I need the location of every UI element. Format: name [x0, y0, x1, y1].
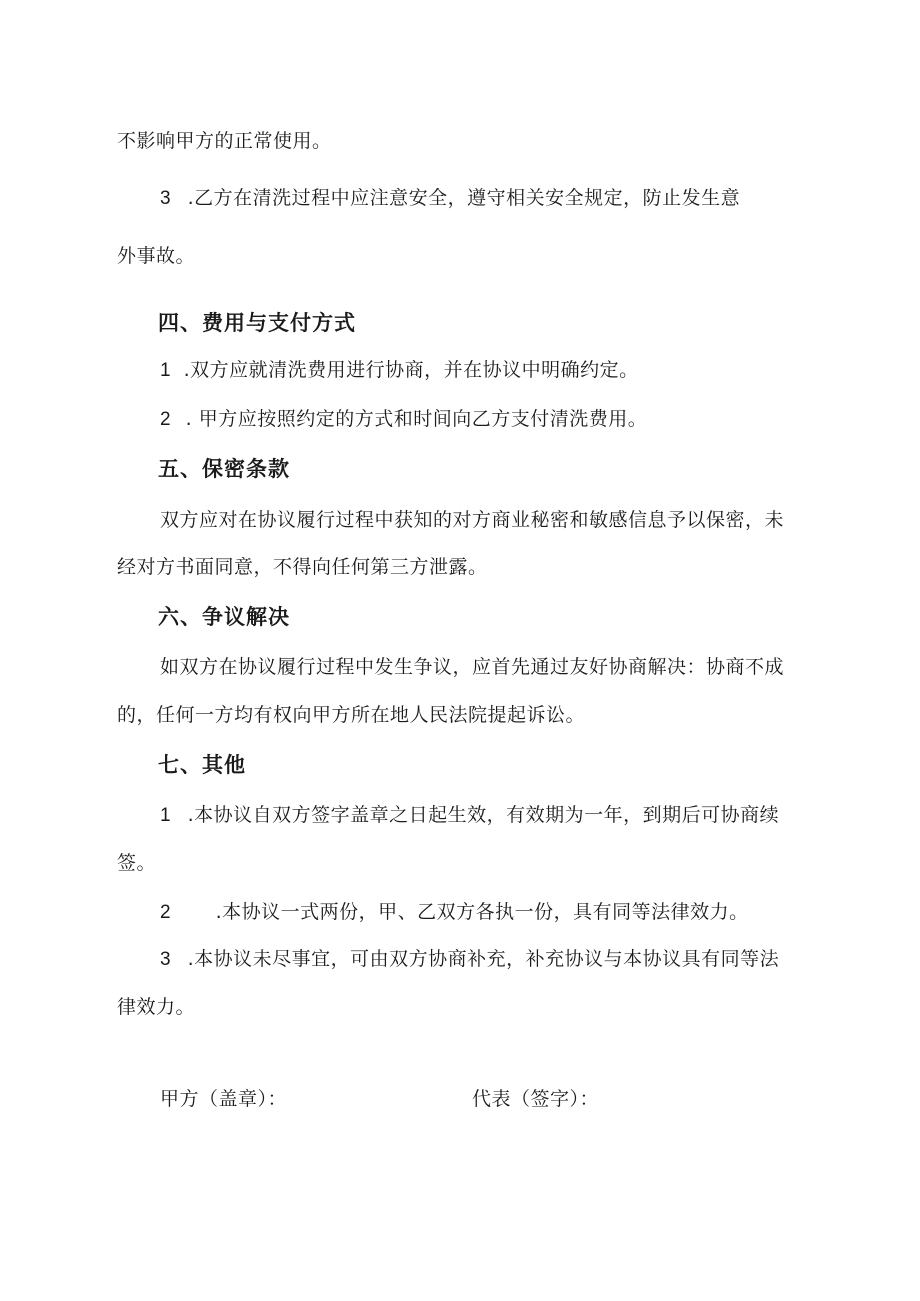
list-number: 1 [160, 360, 172, 381]
list-text: .双方应就清洗费用进行协商，并在协议中明确约定。 [183, 359, 639, 381]
sec7-item2 [160, 900, 749, 925]
list-number: 3 [160, 188, 172, 209]
list-text: . 甲方应按照约定的方式和时间向乙方支付清洗费用。 [185, 408, 648, 430]
section-7-heading: 七、其他 [158, 753, 246, 777]
sec6-para-line2: 的，任何一方均有权向甲方所在地人民法院提起诉讼。 [117, 704, 586, 726]
list-number: 2 [160, 409, 172, 430]
sec3-item3-line2: 外事故。 [117, 245, 196, 267]
sec7-item1-line1 [160, 803, 779, 828]
party-a-seal-label: 甲方（盖章）： [160, 1088, 288, 1110]
sec3-item3-line1 [160, 186, 740, 211]
representative-signature-label: 代表（签字）： [472, 1088, 600, 1110]
sec6-para-line1: 如双方在协议履行过程中发生争议，应首先通过友好协商解决：协商不成 [160, 656, 785, 678]
sec7-item3-line2: 律效力。 [117, 996, 196, 1018]
list-text: .本协议未尽事宜，可由双方协商补充，补充协议与本协议具有同等法 [187, 948, 780, 970]
sec5-para-line2: 经对方书面同意，不得向任何第三方泄露。 [117, 556, 488, 578]
list-number: 2 [160, 902, 172, 923]
list-text: .乙方在清洗过程中应注意安全，遵守相关安全规定，防止发生意 [187, 187, 741, 209]
sec3-item2-line2: 不影响甲方的正常使用。 [117, 130, 332, 152]
sec7-item3-line1 [160, 947, 779, 972]
sec5-para-line1: 双方应对在协议履行过程中获知的对方商业秘密和敏感信息予以保密，未 [160, 509, 785, 531]
list-number: 3 [160, 949, 172, 970]
sec4-item1 [160, 358, 639, 383]
section-6-heading: 六、争议解决 [158, 605, 290, 629]
list-text: .本协议自双方签字盖章之日起生效，有效期为一年，到期后可协商续 [187, 804, 780, 826]
section-5-heading: 五、保密条款 [158, 457, 290, 481]
list-number: 1 [160, 805, 172, 826]
list-text: .本协议一式两份，甲、乙双方各执一份，具有同等法律效力。 [215, 901, 749, 923]
sec7-item1-line2: 签。 [117, 852, 157, 874]
section-4-heading: 四、费用与支付方式 [158, 311, 356, 335]
sec4-item2 [160, 407, 647, 432]
